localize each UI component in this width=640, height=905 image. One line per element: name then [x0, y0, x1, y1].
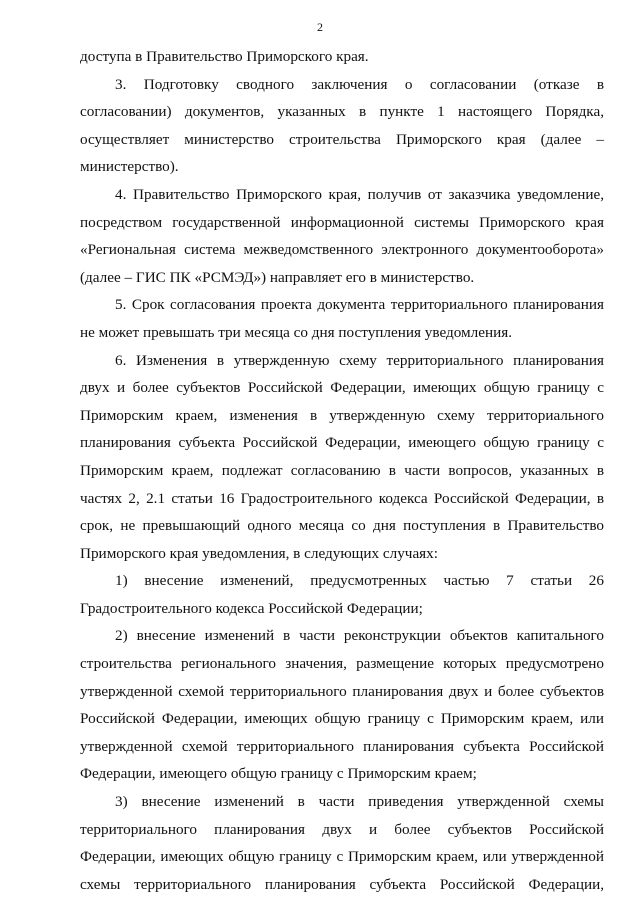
paragraph	[80, 347, 604, 568]
text-line: Градостроительного кодекса Российской Федерации;	[80, 599, 423, 617]
text-line: «Региональная система межведомственного электронного документооборота»	[80, 241, 604, 259]
text-line: утвержденной схемой территориального планирования двух и более субъектов	[80, 682, 604, 700]
text-line: двух и более субъектов Российской Федерации, имеющих общую границу с	[80, 379, 604, 397]
paragraph	[80, 567, 604, 622]
page-number: 2	[317, 20, 323, 34]
paragraph	[80, 291, 604, 346]
text-line: планирования субъекта Российской Федерации, имеющего общую границу с	[80, 434, 604, 452]
text-line: Приморским краем, изменения в утвержденную схему территориального	[80, 406, 604, 424]
text-line: частях 2, 2.1 статьи 16 Градостроительного кодекса Российской Федерации, в	[80, 489, 604, 507]
text-line: 6. Изменения в утвержденную схему территориального планирования	[115, 351, 604, 369]
paragraph	[80, 71, 604, 181]
text-line: 5. Срок согласования проекта документа территориального планирования	[115, 296, 604, 314]
text-line: не может превышать три месяца со дня поступления уведомления.	[80, 323, 513, 341]
text-line: территориального планирования двух и более субъектов Российской	[80, 820, 604, 838]
paragraph	[80, 788, 604, 898]
paragraph	[80, 622, 604, 788]
text-line: схемы территориального планирования субъекта Российской Федерации,	[80, 875, 604, 893]
text-line: Приморским краем, подлежат согласованию в части вопросов, указанных в	[80, 461, 604, 479]
text-line: Приморского края уведомления, в следующих случаях:	[80, 544, 438, 562]
text-line: Федерации, имеющих общую границу с Приморским краем, или утвержденной	[80, 848, 604, 866]
text-line: Российской Федерации, имеющих общую границу с Приморским краем, или	[80, 710, 604, 728]
text-line: 3) внесение изменений в части приведения утвержденной схемы	[115, 793, 604, 811]
paragraph	[80, 181, 604, 291]
text-line: строительства регионального значения, размещение которых предусмотрено	[80, 655, 604, 673]
text-line: срок, не превышающий одного месяца со дня поступления в Правительство	[80, 517, 604, 535]
text-line: 4. Правительство Приморского края, получив от заказчика уведомление,	[115, 185, 604, 203]
text-line: доступа в Правительство Приморского края.	[80, 48, 369, 65]
text-line: Федерации, имеющего общую границу с Приморским краем;	[80, 765, 477, 783]
document-body	[80, 43, 604, 898]
text-line: посредством государственной информационной системы Приморского края	[80, 213, 604, 231]
text-line: 1) внесение изменений, предусмотренных частью 7 статьи 26	[115, 572, 604, 590]
text-line: утвержденной схемой территориального планирования субъекта Российской	[80, 737, 604, 755]
text-line: осуществляет министерство строительства Приморского края (далее –	[80, 130, 604, 148]
text-line: согласовании) документов, указанных в пункте 1 настоящего Порядка,	[80, 103, 604, 121]
text-line: 3. Подготовку сводного заключения о согласовании (отказе в	[115, 75, 604, 93]
text-line: министерство).	[80, 158, 179, 176]
text-line: (далее – ГИС ПК «РСМЭД») направляет его в министерство.	[80, 268, 475, 286]
paragraph	[80, 43, 604, 71]
text-line: 2) внесение изменений в части реконструкции объектов капитального	[115, 627, 604, 645]
